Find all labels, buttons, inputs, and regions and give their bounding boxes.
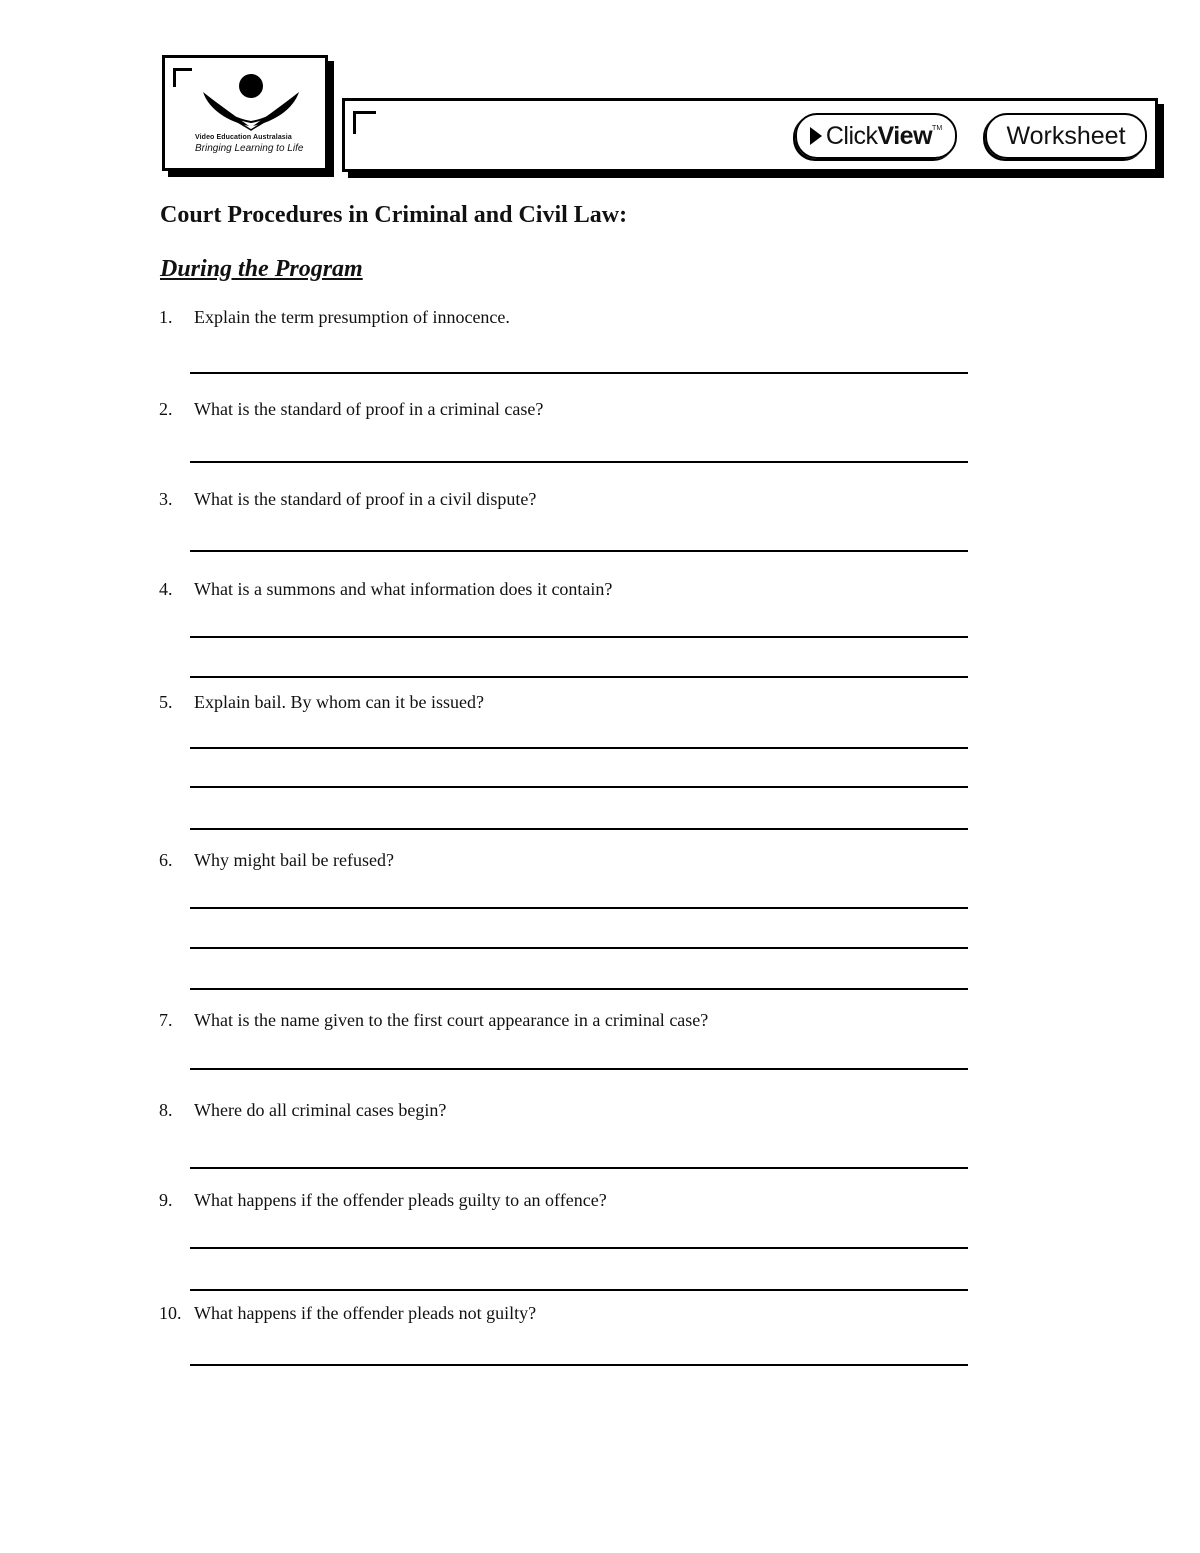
answer-line[interactable]	[190, 1068, 968, 1070]
question-number: 6.	[159, 850, 173, 870]
worksheet-label: Worksheet	[1006, 121, 1126, 150]
answer-line[interactable]	[190, 988, 968, 990]
answer-line[interactable]	[190, 1247, 968, 1249]
answer-line[interactable]	[190, 550, 968, 552]
question-text: Why might bail be refused?	[194, 850, 394, 870]
question-text: Explain the term presumption of innocence.	[194, 307, 510, 327]
question-text: Explain bail. By whom can it be issued?	[194, 692, 484, 712]
corner-mark	[173, 68, 192, 87]
answer-line[interactable]	[190, 1167, 968, 1169]
question-text: Where do all criminal cases begin?	[194, 1100, 447, 1120]
trademark-mark: TM	[932, 125, 943, 132]
answer-line[interactable]	[190, 372, 968, 374]
clickview-badge	[795, 113, 957, 159]
answer-line[interactable]	[190, 947, 968, 949]
person-book-logo-icon	[199, 70, 299, 132]
logo-tagline: Bringing Learning to Life	[195, 143, 304, 154]
play-icon	[810, 127, 822, 145]
question-number: 4.	[159, 579, 173, 599]
question-text: What is the standard of proof in a civil dispute?	[194, 489, 537, 509]
answer-line[interactable]	[190, 676, 968, 678]
question-text: What happens if the offender pleads not guilty?	[194, 1303, 537, 1323]
corner-mark	[353, 111, 376, 134]
vea-logo	[162, 55, 328, 171]
answer-line[interactable]	[190, 786, 968, 788]
question-text: What is the standard of proof in a criminal case?	[194, 399, 544, 419]
question-number: 7.	[159, 1010, 173, 1030]
question-number: 5.	[159, 692, 173, 712]
answer-line[interactable]	[190, 907, 968, 909]
answer-line[interactable]	[190, 828, 968, 830]
logo-org-name: Video Education Australasia	[195, 134, 292, 141]
answer-line[interactable]	[190, 461, 968, 463]
answer-line[interactable]	[190, 1289, 968, 1291]
worksheet-badge	[985, 113, 1147, 159]
question-number: 1.	[159, 307, 173, 327]
brand-view: View	[877, 121, 933, 150]
answer-line[interactable]	[190, 1364, 968, 1366]
question-number: 10.	[159, 1303, 182, 1323]
question-text: What is a summons and what information does it contain?	[194, 579, 613, 599]
question-text: What happens if the offender pleads guilty to an offence?	[194, 1190, 607, 1210]
question-number: 2.	[159, 399, 173, 419]
answer-line[interactable]	[190, 747, 968, 749]
question-number: 3.	[159, 489, 173, 509]
page-title: Court Procedures in Criminal and Civil Law:	[160, 202, 628, 228]
section-heading: During the Program	[160, 256, 363, 282]
answer-line[interactable]	[190, 636, 968, 638]
header-banner	[342, 98, 1158, 172]
question-number: 9.	[159, 1190, 173, 1210]
question-number: 8.	[159, 1100, 173, 1120]
question-text: What is the name given to the first court appearance in a criminal case?	[194, 1010, 709, 1030]
brand-click: Click	[825, 121, 878, 150]
